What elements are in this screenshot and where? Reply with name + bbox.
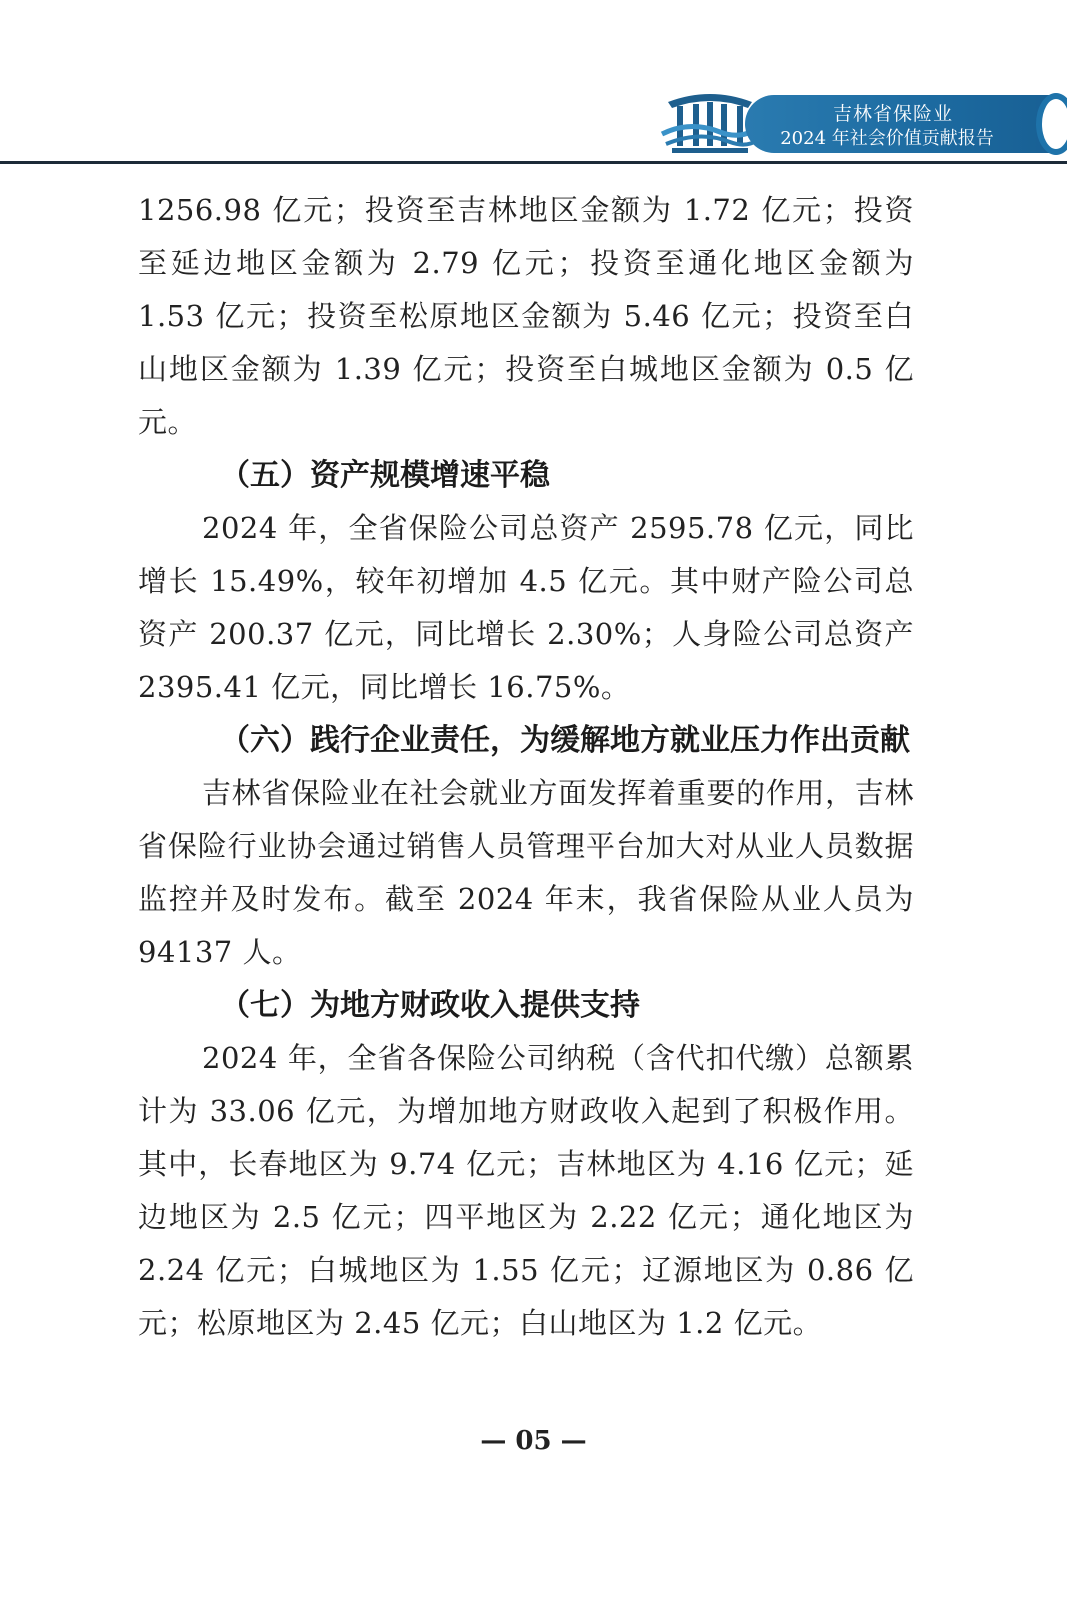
page-header — [0, 0, 1067, 166]
header-divider — [0, 161, 1067, 164]
paragraph-employment: 吉林省保险业在社会就业方面发挥着重要的作用，吉林省保险行业协会通过销售人员管理平台加大对从业人员数据监控并及时发布。截至 2024 年末，我省保险从业人员为 94137 人。 — [138, 776, 914, 969]
report-org-title: 吉林省保险业 — [832, 103, 953, 125]
section-heading-5: （五）资产规模增速平稳 — [220, 458, 550, 493]
report-title: 2024 年社会价值贡献报告 — [780, 128, 994, 149]
section-heading-7: （七）为地方财政收入提供支持 — [220, 988, 640, 1023]
section-heading-6: （六）践行企业责任，为缓解地方就业压力作出贡献 — [220, 723, 910, 758]
page-number: — 05 — — [480, 1426, 587, 1456]
paragraph-total-assets: 2024 年，全省保险公司总资产 2595.78 亿元，同比增长 15.49%，较年初增加 4.5 亿元。其中财产险公司总资产 200.37 亿元，同比增长 2.30%；人身险公司总资产 2395.41 亿元，同比增长 16.75%。 — [138, 511, 914, 704]
paragraph-tax-revenue: 2024 年，全省各保险公司纳税（含代扣代缴）总额累计为 33.06 亿元，为增加地方财政收入起到了积极作用。其中，长春地区为 9.74 亿元；吉林地区为 4.16 亿元；延边地区为 2.5 亿元；四平地区为 2.22 亿元；通化地区为 2.24 亿元；白城地区为 1.55 亿元；辽源地区为 0.86 亿元；松原地区为 2.45 亿元；白山地区为 1.2 亿元。 — [138, 1041, 914, 1340]
paragraph-investment-regions: 1256.98 亿元；投资至吉林地区金额为 1.72 亿元；投资至延边地区金额为 2.79 亿元；投资至通化地区金额为 1.53 亿元；投资至松原地区金额为 5.46 亿元；投资至白山地区金额为 1.39 亿元；投资至白城地区金额为 0.5 亿元。 — [138, 193, 914, 439]
page-body — [138, 184, 914, 1350]
